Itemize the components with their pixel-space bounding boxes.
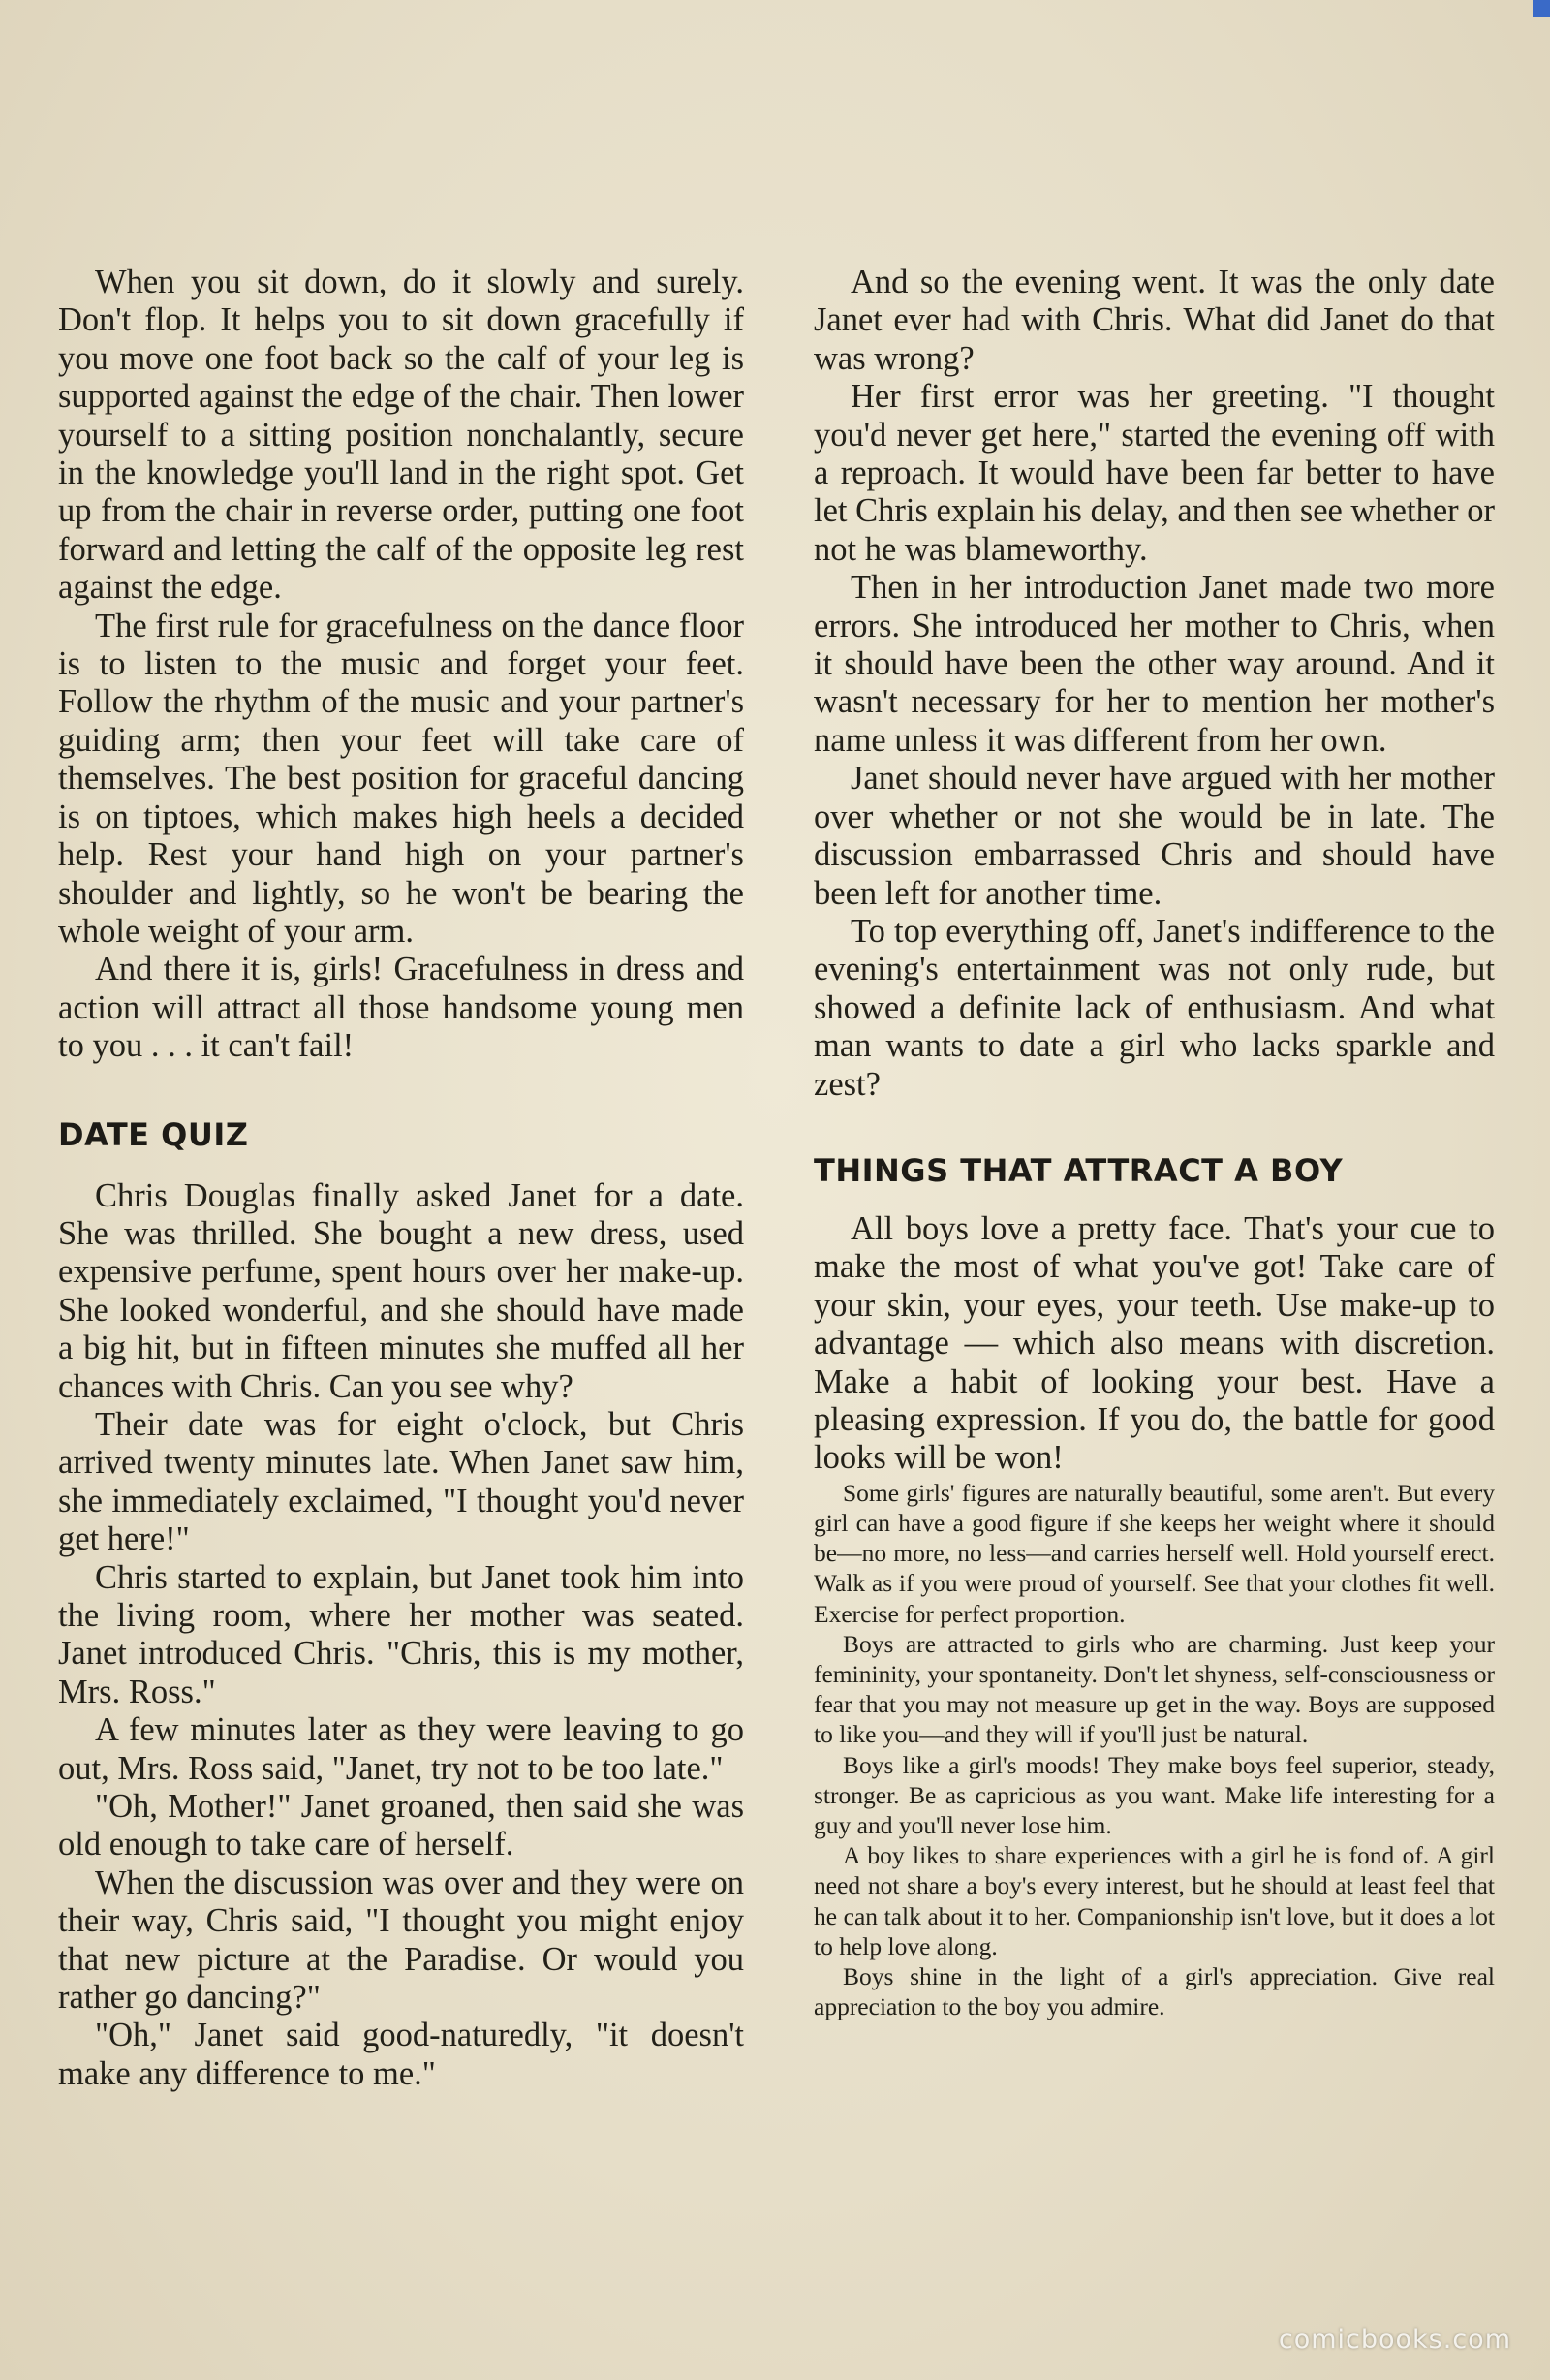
paragraph: Some girls' figures are naturally beautiful, some aren't. But every girl can have a good figure if she keeps her weight where it should be—no more, no less—and carries herself well. Hold yourself erect. Walk as if you were proud of yourself. See that your clothes fit well. Exercise for perfect proportion. — [814, 1478, 1495, 1628]
right-column — [814, 264, 1495, 2021]
paragraph: When the discussion was over and they were on their way, Chris said, "I thought you might enjoy that new picture at the Paradise. Or would you rather go dancing?" — [58, 1863, 744, 2017]
watermark: comicbooks.com — [1278, 2325, 1511, 2355]
paragraph: When you sit down, do it slowly and surely. Don't flop. It helps you to sit down gracefully if you move one foot back so the calf of your leg is supported against the edge of the chair. Then lower yourself to a sitting position nonchalantly, secure in the knowledge you'll land in the right spot. Get up from the chair in reverse order, putting one foot forward and letting the calf of the opposite leg rest against the edge. — [58, 264, 744, 607]
things-tips-section — [814, 1478, 1495, 2022]
left-column — [58, 264, 744, 2093]
intro-section — [58, 264, 744, 1066]
quiz-answer-section — [814, 264, 1495, 1104]
paragraph: Boys are attracted to girls who are charming. Just keep your femininity, your spontaneity. Don't let shyness, self-consciousness or fear that you may not measure up get in the way. Boys are supposed to like you—and they will if you'll just be natural. — [814, 1629, 1495, 1749]
paragraph: The first rule for gracefulness on the dance floor is to listen to the music and forget your feet. Follow the rhythm of the music and your partner's guiding arm; then your feet will take care of themselves. The best position for graceful dancing is on tiptoes, which makes high heels a decided help. Rest your hand high on your partner's shoulder and lightly, so he won't be bearing the whole weight of your arm. — [58, 607, 744, 950]
paragraph: To top everything off, Janet's indifference to the evening's entertainment was not only rude, but showed a definite lack of enthusiasm. And what man wants to date a girl who lacks sparkle and zest? — [814, 912, 1495, 1103]
paragraph: Her first error was her greeting. "I thought you'd never get here," started the evening off with a reproach. It would have been far better to have let Chris explain his delay, and then see whether or not he was blameworthy. — [814, 378, 1495, 568]
paragraph: Chris started to explain, but Janet took him into the living room, where her mother was seated. Janet introduced Chris. "Chris, this is my mother, Mrs. Ross." — [58, 1558, 744, 1710]
date-quiz-heading: DATE QUIZ — [58, 1115, 249, 1153]
paragraph: And so the evening went. It was the only date Janet ever had with Chris. What did Janet do that was wrong? — [814, 264, 1495, 377]
paragraph: And there it is, girls! Gracefulness in dress and action will attract all those handsome young men to you . . . it can't fail! — [58, 951, 744, 1065]
paragraph: All boys love a pretty face. That's your cue to make the most of what you've got! Take care of your skin, your eyes, your teeth. Use make-up to advantage — which also means with discretion. Make a habit of looking your best. Have a pleasing expression. If you do, the battle for good looks will be won! — [814, 1209, 1495, 1477]
corner-accent — [1533, 0, 1550, 17]
paragraph: "Oh, Mother!" Janet groaned, then said she was old enough to take care of herself. — [58, 1788, 744, 1863]
paragraph: Then in her introduction Janet made two more errors. She introduced her mother to Chris, when it should have been the other way around. And it wasn't necessary for her to mention her mother's name unless it was different from her own. — [814, 569, 1495, 759]
paragraph: Their date was for eight o'clock, but Chris arrived twenty minutes late. When Janet saw him, she immediately exclaimed, "I thought you'd never get here!" — [58, 1405, 744, 1558]
things-lead-section — [814, 1210, 1495, 1478]
paragraph: A boy likes to share experiences with a girl he is fond of. A girl need not share a boy's every interest, but he should at least feel that he can talk about it to her. Companionship isn't love, but it does a lot to help love along. — [814, 1841, 1495, 1960]
paragraph: Boys shine in the light of a girl's appreciation. Give real appreciation to the boy you admire. — [814, 1962, 1495, 2021]
date-quiz-section — [58, 1177, 744, 2094]
paragraph: Boys like a girl's moods! They make boys feel superior, steady, stronger. Be as capricious as you want. Make life interesting for a guy and you'll never lose him. — [814, 1750, 1495, 1840]
things-heading: THINGS THAT ATTRACT A BOY — [814, 1151, 1344, 1189]
paragraph: Janet should never have argued with her mother over whether or not she would be in late. The discussion embarrassed Chris and should have been left for another time. — [814, 760, 1495, 912]
paragraph: "Oh," Janet said good-naturedly, "it doesn't make any difference to me." — [58, 2017, 744, 2092]
paragraph: A few minutes later as they were leaving to go out, Mrs. Ross said, "Janet, try not to be too late." — [58, 1711, 744, 1787]
paragraph: Chris Douglas finally asked Janet for a date. She was thrilled. She bought a new dress, used expensive perfume, spent hours over her make-up. She looked wonderful, and she should have made a big hit, but in fifteen minutes she muffed all her chances with Chris. Can you see why? — [58, 1176, 744, 1405]
